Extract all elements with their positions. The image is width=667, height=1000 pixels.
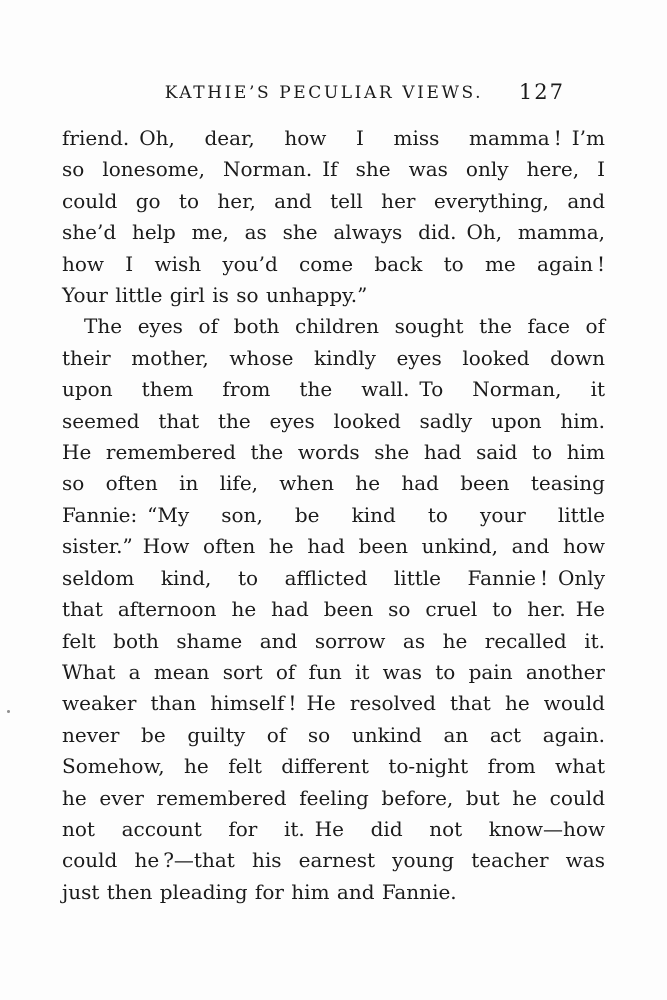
text-line: friend. Oh, dear, how I miss mamma ! I’m: [62, 126, 605, 150]
text-line: their mother, whose kindly eyes looked down: [62, 345, 605, 370]
paragraph: [62, 311, 605, 908]
text-line: seemed that the eyes looked sadly upon him.: [62, 408, 605, 433]
text-line: how I wish you’d come back to me again !: [62, 251, 605, 276]
text-line: could he ?—that his earnest young teacher was: [62, 848, 605, 873]
text-line: seldom kind, to afflicted little Fannie ! Only: [62, 565, 605, 590]
running-header-title: KATHIE’S PECULIAR VIEWS.: [164, 83, 484, 103]
text-line: felt both shame and sorrow as he recalled it.: [62, 628, 605, 653]
text-line: he ever remembered feeling before, but he could: [62, 785, 605, 810]
text-line: so often in life, when he had been teasing: [62, 471, 605, 496]
page-number: 127: [518, 80, 565, 104]
text-line: that afternoon he had been so cruel to her. He: [62, 597, 605, 622]
text-line: weaker than himself ! He resolved that he would: [62, 691, 605, 716]
text-line: never be guilty of so unkind an act again.: [62, 722, 605, 747]
text-line: Somehow, he felt different to-night from what: [62, 754, 605, 779]
text-line: upon them from the wall. To Norman, it: [62, 377, 605, 402]
running-header: [62, 76, 605, 102]
text-block: [62, 76, 605, 908]
text-line: What a mean sort of fun it was to pain another: [62, 659, 605, 684]
text-line: The eyes of both children sought the face of: [84, 314, 605, 339]
text-line: could go to her, and tell her everything, and: [62, 188, 605, 213]
paragraph: [62, 123, 605, 311]
text-line: just then pleading for him and Fannie.: [62, 879, 457, 904]
text-line: not account for it. He did not know—how: [62, 816, 605, 841]
page-text: [62, 123, 605, 908]
text-line: Fannie: “My son, be kind to your little: [62, 502, 605, 527]
text-line: He remembered the words she had said to him: [62, 440, 605, 465]
text-line: she’d help me, as she always did. Oh, mamma,: [62, 220, 605, 245]
text-line: so lonesome, Norman. If she was only here, I: [62, 157, 605, 182]
text-line: sister.” How often he had been unkind, and how: [62, 534, 605, 559]
scan-speck: [7, 710, 10, 713]
text-line: Your little girl is so unhappy.”: [62, 283, 368, 308]
